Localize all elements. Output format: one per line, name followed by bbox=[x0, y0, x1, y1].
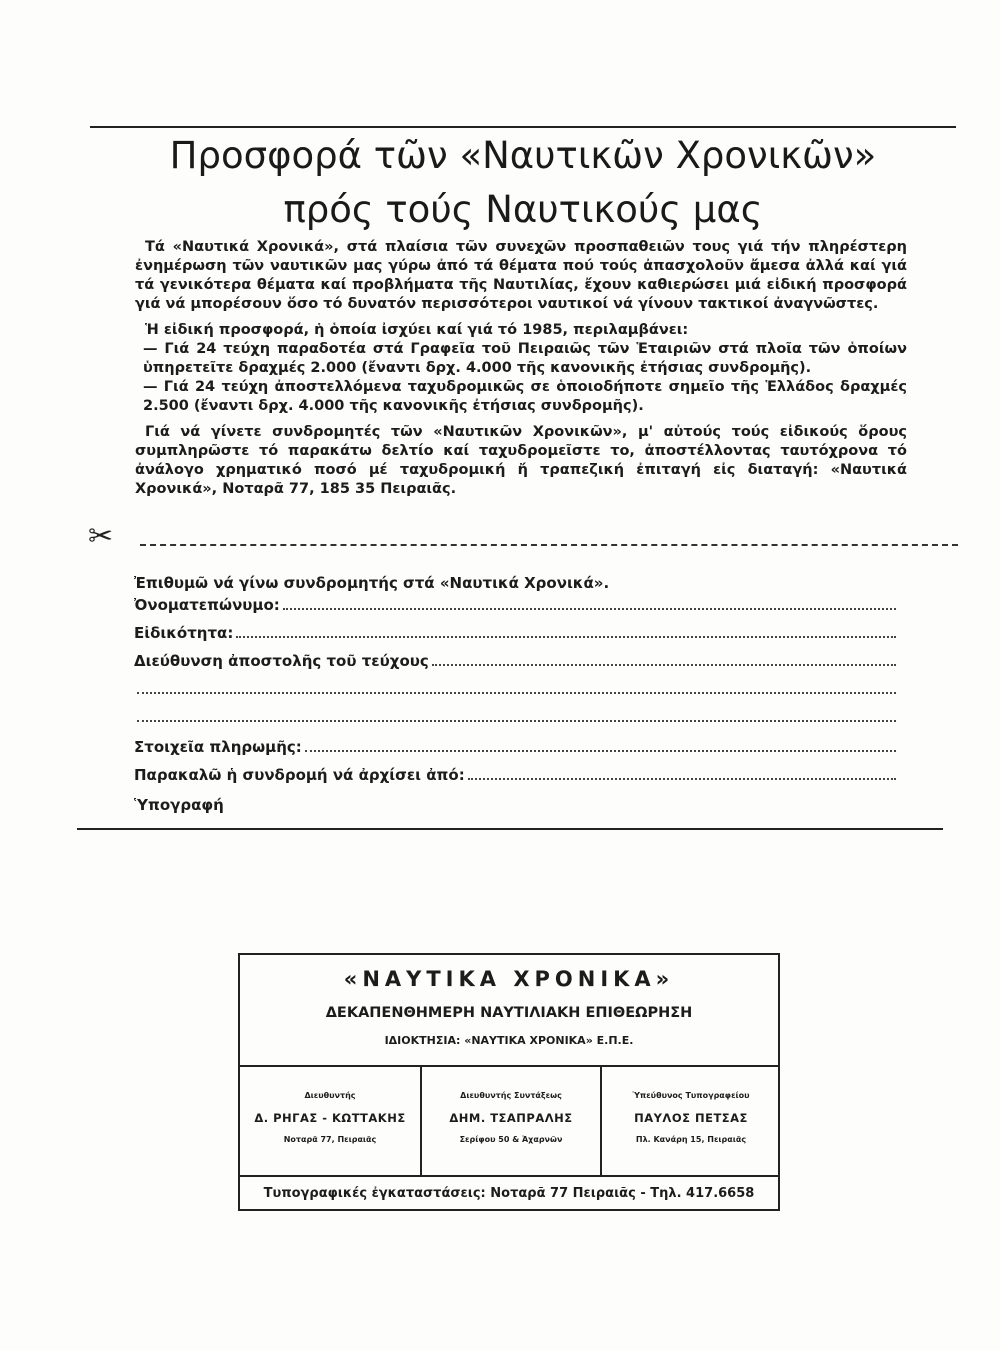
staff-name: ΔΗΜ. ΤΣΑΠΡΑΛΗΣ bbox=[449, 1111, 573, 1125]
start-label: Παρακαλῶ ἡ συνδρομή νά ἀρχίσει ἀπό: bbox=[134, 766, 465, 784]
address-field-line2[interactable] bbox=[137, 691, 896, 694]
offer-text bbox=[135, 238, 907, 499]
scissors-icon: ✂ bbox=[88, 519, 114, 554]
masthead-name: «ΝΑΥΤΙΚΑ ΧΡΟΝΙΚΑ» bbox=[343, 967, 675, 991]
staff-column bbox=[422, 1065, 602, 1177]
staff-address: Σερίφου 50 & Ἀχαρνῶν bbox=[459, 1135, 563, 1144]
payment-label: Στοιχεῖα πληρωμῆς: bbox=[134, 738, 302, 756]
name-label: Ὀνοματεπώνυμο: bbox=[134, 596, 280, 614]
masthead-ownership: ΙΔΙΟΚΤΗΣΙΑ: «ΝΑΥΤΙΚΑ ΧΡΟΝΙΚΑ» Ε.Π.Ε. bbox=[384, 1034, 634, 1047]
offer-intro: Ἡ εἰδική προσφορά, ἡ ὁποία ἰσχύει καί γιά τό 1985, περιλαμβάνει: bbox=[145, 322, 689, 338]
payment-field[interactable] bbox=[305, 749, 896, 752]
staff-columns bbox=[240, 1065, 778, 1175]
top-rule bbox=[90, 126, 956, 128]
offer-item-1: — Γιά 24 τεύχη παραδοτέα στά Γραφεῖα τοῦ Πειραιῶς τῶν Ἑταιριῶν στά πλοῖα τῶν ὁποίων ὑπηρετεῖτε δραχμές 2.000 (ἔναντι δρχ. 4.000 τῆς κανονικῆς ἐτήσιας συνδρομῆς). bbox=[143, 341, 907, 376]
staff-address: Νοταρᾶ 77, Πειραιᾶς bbox=[283, 1135, 377, 1144]
staff-role: Διευθυντής bbox=[304, 1091, 356, 1100]
form-heading: Ἐπιθυμῶ νά γίνω συνδρομητής στά «Ναυτικά Χρονικά». bbox=[134, 574, 610, 592]
masthead-subtitle: ΔΕΚΑΠΕΝΘΗΜΕΡΗ ΝΑΥΤΙΛΙΑΚΗ ΕΠΙΘΕΩΡΗΣΗ bbox=[325, 1005, 693, 1021]
staff-address: Πλ. Κανάρη 15, Πειραιᾶς bbox=[635, 1135, 747, 1144]
address-label: Διεύθυνση ἀποστολῆς τοῦ τεύχους bbox=[134, 652, 429, 670]
staff-column bbox=[602, 1065, 780, 1177]
address-field[interactable] bbox=[432, 663, 896, 666]
staff-name: Δ. ΡΗΓΑΣ - ΚΩΤΤΑΚΗΣ bbox=[254, 1111, 406, 1125]
page-title-line2: πρός τούς Ναυτικούς μας bbox=[283, 188, 763, 231]
bottom-rule bbox=[77, 828, 943, 830]
masthead-footer: Τυπογραφικές ἐγκαταστάσεις: Νοταρᾶ 77 Πειραιᾶς - Τηλ. 417.6658 bbox=[240, 1175, 778, 1211]
cut-line bbox=[88, 519, 958, 554]
dashed-cut-line bbox=[140, 544, 958, 546]
instructions-paragraph: Γιά νά γίνετε συνδρομητές τῶν «Ναυτικῶν Χρονικῶν», μ' αὐτούς τούς εἰδικούς ὅρους συμπληρῶστε τό παρακάτω δελτίο καί ταχυδρομεῖστε το, ἀποστέλλοντας ταυτόχρονα τό ἀνάλογο χρηματικό ποσό μέ ταχυδρομική ἤ τραπεζική ἐπιταγή εἰς διαταγή: «Ναυτικά Χρονικά», Νοταρᾶ 77, 185 35 Πειραιᾶς. bbox=[135, 424, 907, 497]
masthead-box bbox=[238, 953, 780, 1211]
offer-item-2: — Γιά 24 τεύχη ἀποστελλόμενα ταχυδρομικῶς σε ὁποιοδήποτε σημεῖο τῆς Ἑλλάδος δραχμές 2.500 (ἔναντι δρχ. 4.000 τῆς κανονικῆς ἐτήσιας συνδρομῆς). bbox=[143, 379, 907, 414]
staff-role: Διευθυντής Συντάξεως bbox=[460, 1091, 562, 1100]
staff-name: ΠΑΥΛΟΣ ΠΕΤΣΑΣ bbox=[634, 1111, 748, 1125]
specialty-field[interactable] bbox=[236, 635, 896, 638]
staff-role: Ὑπεύθυνος Τυπογραφείου bbox=[632, 1091, 750, 1100]
signature-label: Ὑπογραφή bbox=[134, 796, 224, 814]
intro-paragraph: Τά «Ναυτικά Χρονικά», στά πλαίσια τῶν συνεχῶν προσπαθειῶν τους γιά τήν πληρέστερη ἐνημέρωση τῶν ναυτικῶν μας γύρω ἀπό τά θέματα πού τούς ἀπασχολοῦν ἄμεσα ἀλλά καί γιά τά γενικότερα θέματα καί προβλήματα τῆς Ναυτιλίας, ἔχουν καθιερώσει μιά εἰδική προσφορά γιά νά μπορέσουν ὅσο τό δυνατόν περισσότεροι ναυτικοί νά γίνουν τακτικοί ἀναγνῶστες. bbox=[135, 239, 907, 312]
name-field[interactable] bbox=[283, 607, 896, 610]
address-field-line3[interactable] bbox=[137, 719, 896, 722]
staff-column bbox=[240, 1065, 422, 1177]
specialty-label: Εἰδικότητα: bbox=[134, 624, 234, 642]
page-title-line1: Προσφορά τῶν «Ναυτικῶν Χρονικῶν» bbox=[169, 134, 877, 177]
start-field[interactable] bbox=[468, 777, 896, 780]
